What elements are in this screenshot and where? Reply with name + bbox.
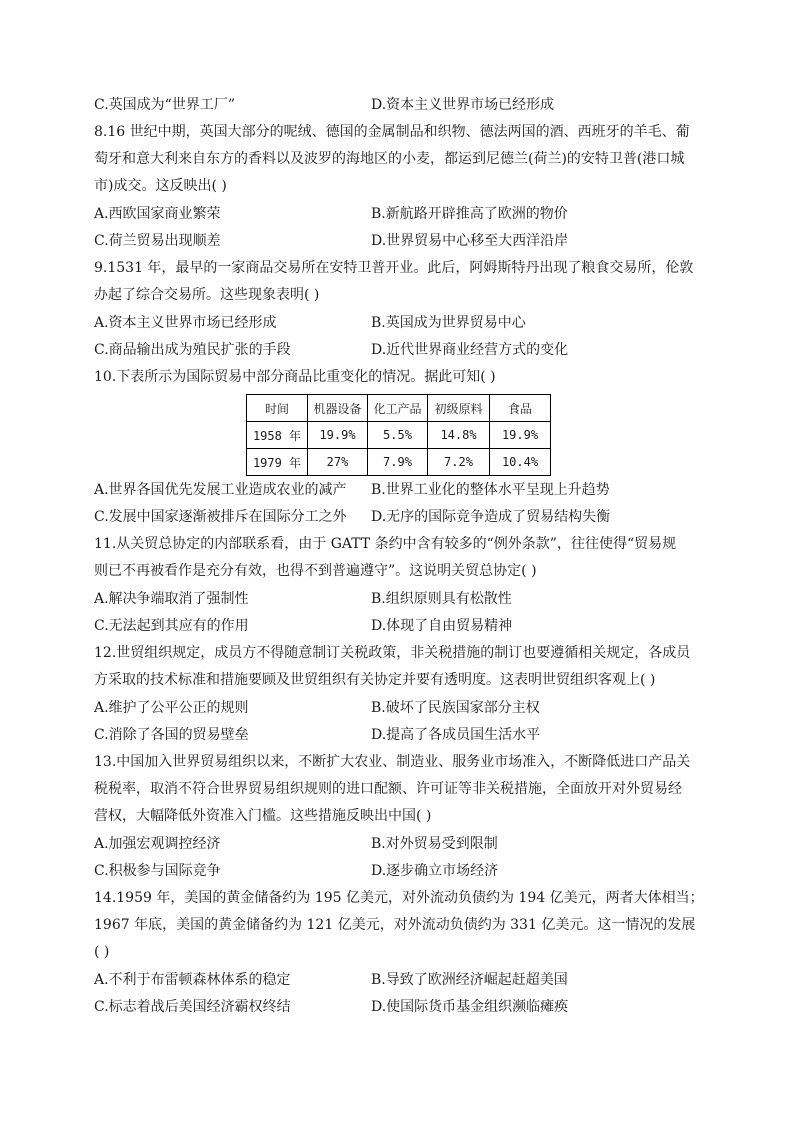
q11-option-d: D.体现了自由贸易精神 <box>371 618 513 634</box>
table-header-cell: 化工产品 <box>368 395 428 422</box>
q9-option-c: C.商品输出成为殖民扩张的手段 <box>94 342 291 358</box>
q11-stem-line-1: 11.从关贸总协定的内部联系看，由于 GATT 条约中含有较多的“例外条款”，往往使得“贸易规 <box>94 536 677 552</box>
q14-stem-line-1: 14.1959 年，美国的黄金储备约为 195 亿美元，对外流动负债约为 194 亿美元，两者大体相当； <box>94 890 704 906</box>
table-row <box>247 422 551 449</box>
q12-option-a: A.维护了公平公正的规则 <box>94 700 249 716</box>
table-cell: 14.8% <box>428 422 490 449</box>
q12-stem-line-2: 方采取的技术标准和措施要顾及世贸组织有关协定并要有透明度。这表明世贸组织客观上( ) <box>94 672 656 688</box>
q13-option-d: D.逐步确立市场经济 <box>371 863 499 879</box>
q13-stem-line-2: 税税率，取消不符合世界贸易组织规则的进口配额、许可证等非关税措施，全面放开对外贸易经 <box>94 781 682 797</box>
table-header-cell: 初级原料 <box>428 395 490 422</box>
q14-stem-line-2: 1967 年底，美国的黄金储备约为 121 亿美元，对外流动负债约为 331 亿美元。这一情况的发展 <box>94 917 696 933</box>
q14-option-a: A.不利于布雷顿森林体系的稳定 <box>94 972 291 988</box>
q11-option-a: A.解决争端取消了强制性 <box>94 591 249 607</box>
q10-data-table <box>246 394 551 476</box>
q8-option-b: B.新航路开辟推高了欧洲的物价 <box>371 206 568 222</box>
q9-option-b: B.英国成为世界贸易中心 <box>371 315 526 331</box>
table-header-cell: 机器设备 <box>308 395 368 422</box>
q13-stem-line-3: 营权，大幅降低外资准入门槛。这些措施反映出中国( ) <box>94 808 432 824</box>
table-header-cell: 食品 <box>490 395 551 422</box>
q12-stem-line-1: 12.世贸组织规定，成员方不得随意制订关税政策，非关税措施的制订也要遵循相关规定，各成员 <box>94 645 691 661</box>
q9-option-a: A.资本主义世界市场已经形成 <box>94 315 277 331</box>
q12-option-d: D.提高了各成员国生活水平 <box>371 727 541 743</box>
q9-stem-line-1: 9.1531 年，最早的一家商品交易所在安特卫普开业。此后，阿姆斯特丹出现了粮食交易所，伦敦 <box>94 260 694 276</box>
q8-option-c: C.荷兰贸易出现顺差 <box>94 233 221 249</box>
q12-option-b: B.破坏了民族国家部分主权 <box>371 700 540 716</box>
q14-option-b: B.导致了欧洲经济崛起赶超美国 <box>371 972 568 988</box>
q7-option-c: C.英国成为“世界工厂” <box>94 97 235 113</box>
table-cell: 7.9% <box>368 449 428 476</box>
q10-option-d: D.无序的国际竞争造成了贸易结构失衡 <box>371 509 611 525</box>
q7-option-d: D.资本主义世界市场已经形成 <box>371 97 555 113</box>
q8-stem-line-3: 市)成交。这反映出( ) <box>94 178 227 194</box>
q13-stem-line-1: 13.中国加入世界贸易组织以来，不断扩大农业、制造业、服务业市场准入，不断降低进口产品关 <box>94 754 691 770</box>
q9-option-d: D.近代世界商业经营方式的变化 <box>371 342 569 358</box>
q10-stem-line-1: 10.下表所示为国际贸易中部分商品比重变化的情况。据此可知( ) <box>94 369 496 385</box>
q14-option-c: C.标志着战后美国经济霸权终结 <box>94 999 291 1015</box>
table-cell: 19.9% <box>490 422 551 449</box>
q13-option-a: A.加强宏观调控经济 <box>94 836 221 852</box>
q10-option-a: A.世界各国优先发展工业造成农业的减产 <box>94 482 347 498</box>
table-cell: 10.4% <box>490 449 551 476</box>
table-row <box>247 449 551 476</box>
q12-option-c: C.消除了各国的贸易壁垒 <box>94 727 249 743</box>
table-cell: 1958 年 <box>247 422 308 449</box>
q10-option-b: B.世界工业化的整体水平呈现上升趋势 <box>371 482 610 498</box>
table-cell: 1979 年 <box>247 449 308 476</box>
q14-option-d: D.使国际货币基金组织濒临瘫痪 <box>371 999 569 1015</box>
q14-stem-line-3: ( ) <box>94 944 110 960</box>
table-header-cell: 时间 <box>247 395 308 422</box>
q13-option-c: C.积极参与国际竞争 <box>94 863 221 879</box>
q11-option-c: C.无法起到其应有的作用 <box>94 618 249 634</box>
q11-stem-line-2: 则已不再被看作是充分有效，也得不到普遍遵守”。这说明关贸总协定( ) <box>94 563 537 579</box>
q8-option-d: D.世界贸易中心移至大西洋沿岸 <box>371 233 569 249</box>
q8-option-a: A.西欧国家商业繁荣 <box>94 206 221 222</box>
table-cell: 27% <box>308 449 368 476</box>
table-cell: 7.2% <box>428 449 490 476</box>
q8-stem-line-1: 8.16 世纪中期，英国大部分的呢绒、德国的金属制品和织物、德法两国的酒、西班牙的羊毛、葡 <box>94 124 690 140</box>
q13-option-b: B.对外贸易受到限制 <box>371 836 498 852</box>
table-cell: 5.5% <box>368 422 428 449</box>
table-cell: 19.9% <box>308 422 368 449</box>
table-header-row <box>247 395 551 422</box>
q10-option-c: C.发展中国家逐渐被排斥在国际分工之外 <box>94 509 347 525</box>
q11-option-b: B.组织原则具有松散性 <box>371 591 512 607</box>
q9-stem-line-2: 办起了综合交易所。这些现象表明( ) <box>94 287 320 303</box>
q8-stem-line-2: 萄牙和意大利来自东方的香料以及波罗的海地区的小麦，都运到尼德兰(荷兰)的安特卫普(港口城 <box>94 151 685 167</box>
